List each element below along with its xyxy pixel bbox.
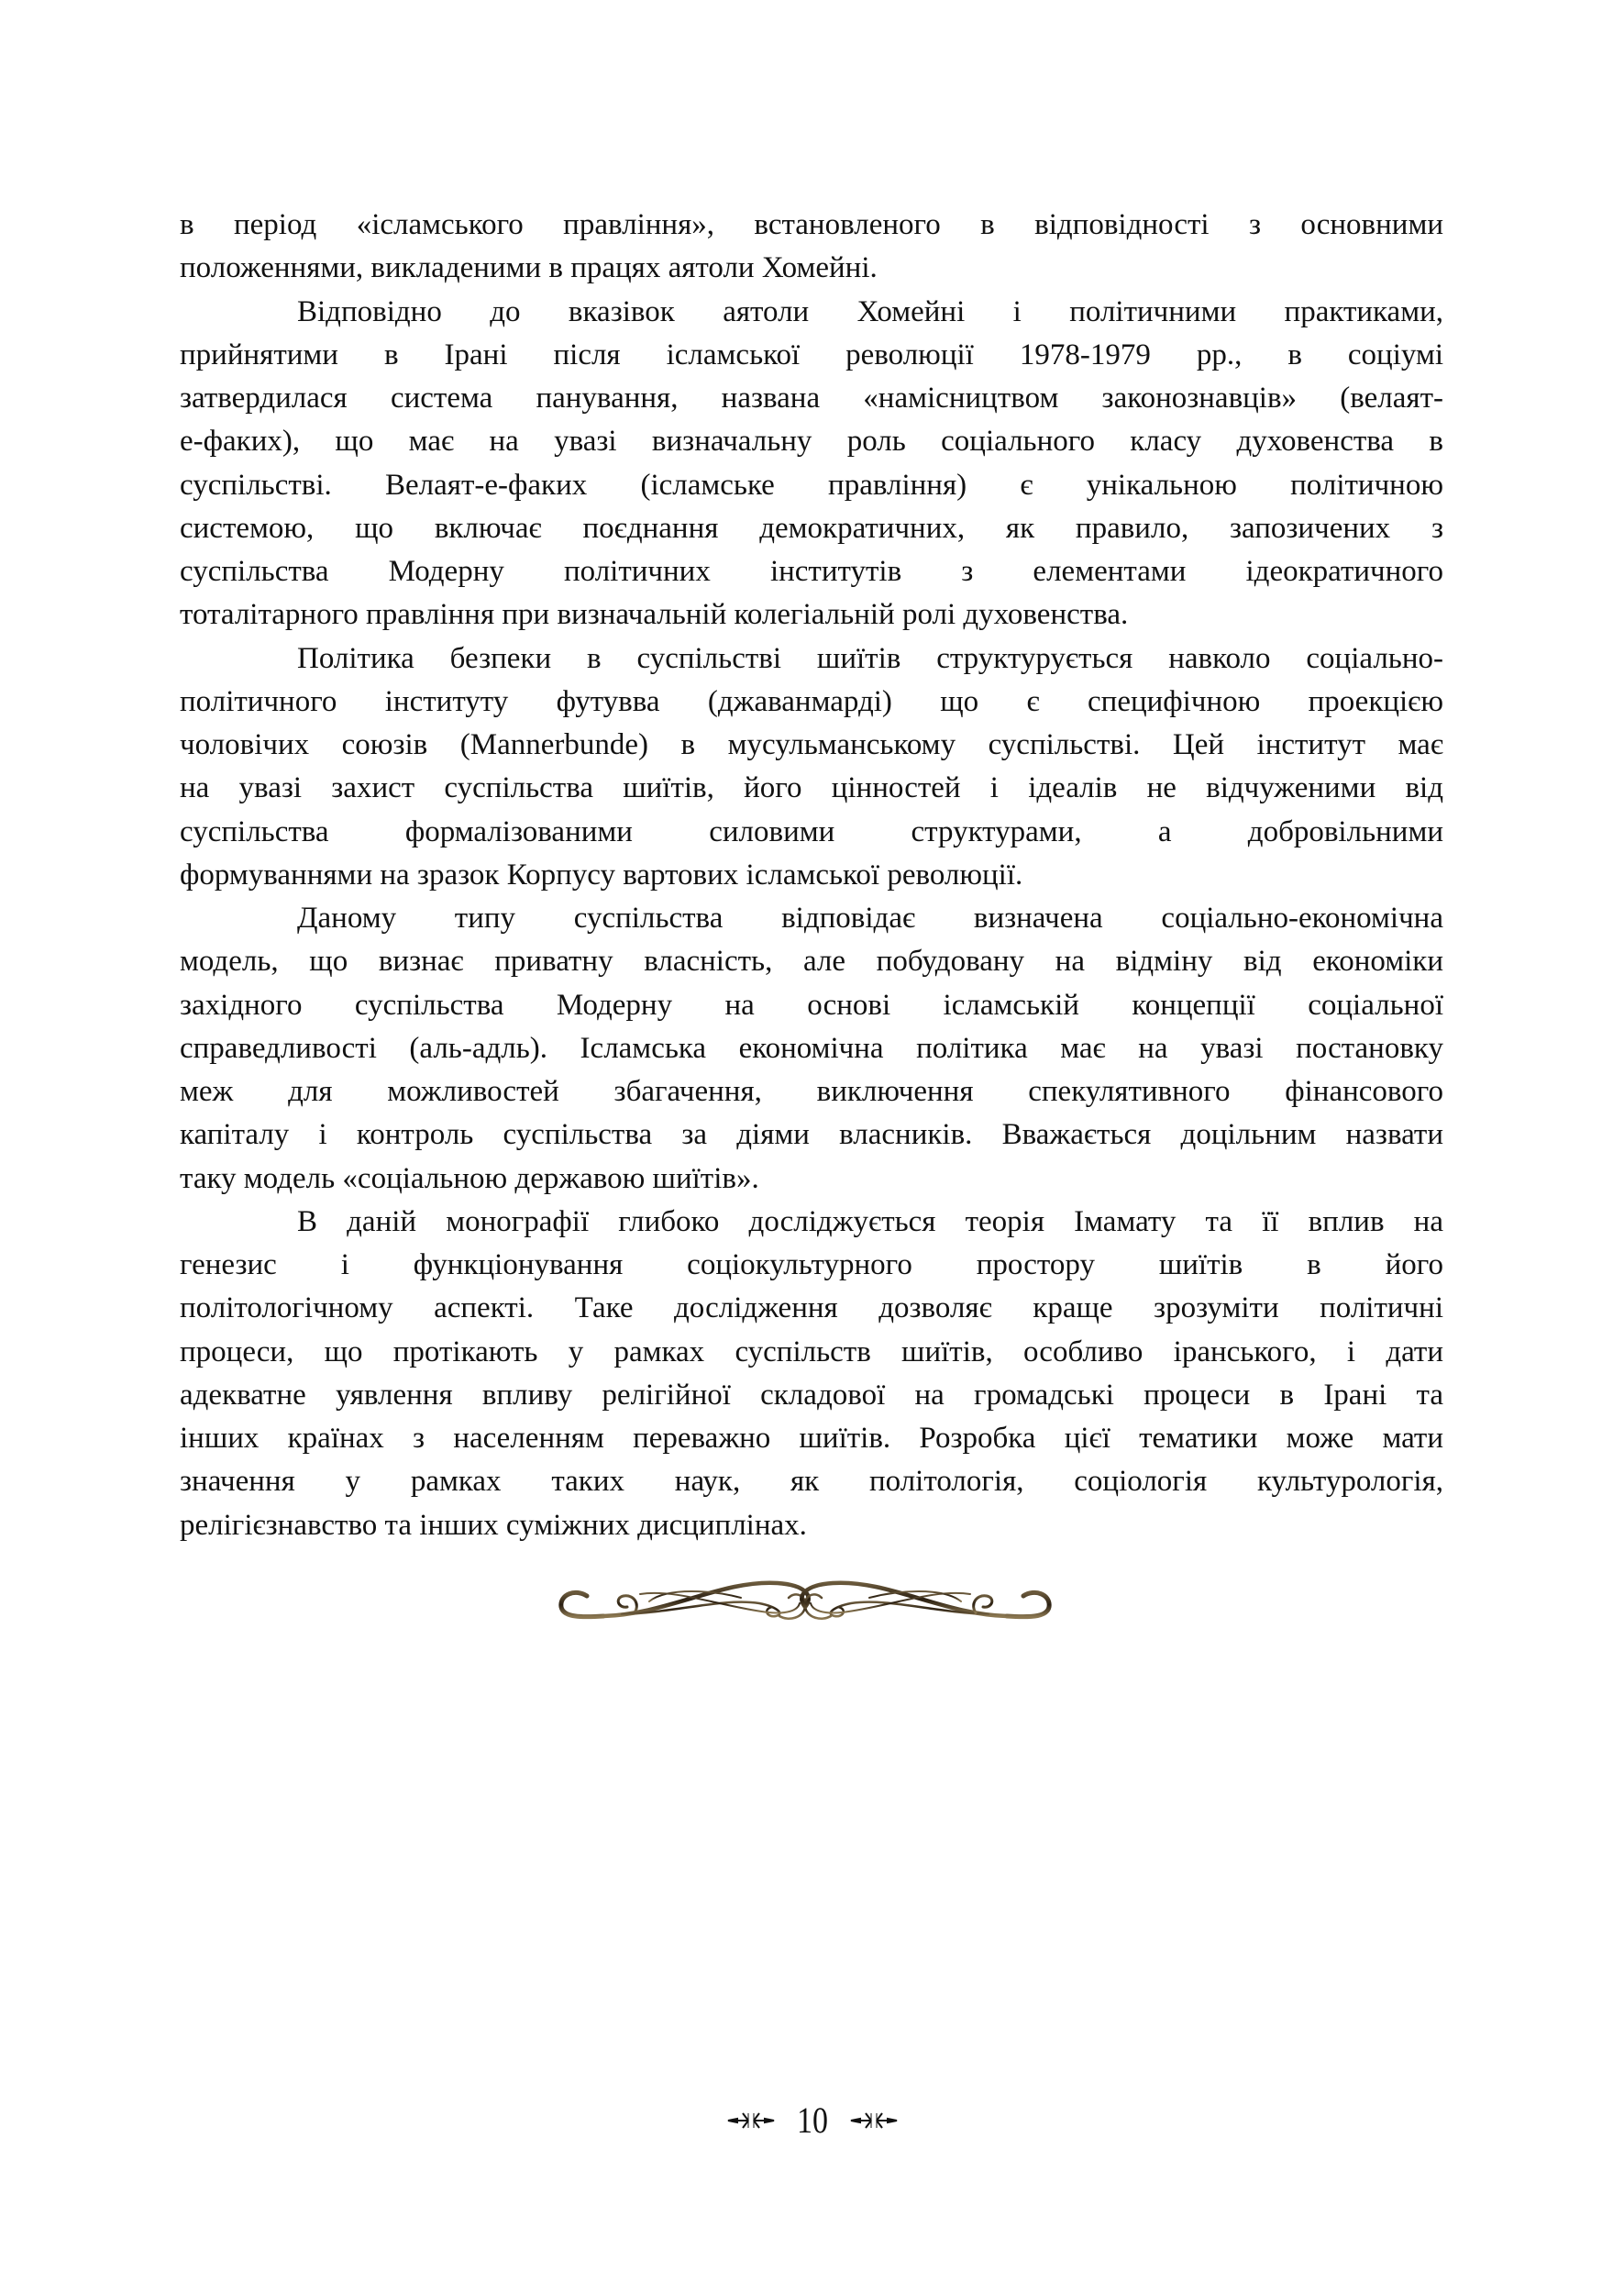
- text-line: затвердилася система панування, названа «намісництвом законознавців» (велаят-: [180, 382, 1443, 415]
- text-line: генезис і функціонування соціокультурного простору шиїтів в його: [180, 1248, 1443, 1281]
- text-line: політичного інституту футувва (джаванмарді) що є специфічною проекцією: [180, 684, 1443, 718]
- paragraph: [180, 637, 1443, 898]
- page-number: 10: [796, 2099, 828, 2141]
- text-line: модель, що визнає приватну власність, але побудовану на відміну від економіки: [180, 945, 1443, 979]
- text-line: інших країнах з населенням переважно шиїтів. Розробка цієї тематики може мати: [180, 1422, 1443, 1455]
- paragraph: [180, 204, 1443, 291]
- text-line: е-факих), що має на увазі визначальну роль соціального класу духовенства в: [180, 425, 1443, 459]
- flourish-divider-icon: [539, 1570, 1071, 1636]
- text-line: Даному типу суспільства відповідає визначена соціально-економічна: [297, 902, 1443, 935]
- text-line: на увазі захист суспільства шиїтів, його цінностей і ідеалів не відчуженими від: [180, 771, 1443, 805]
- text-line: В даній монографії глибоко досліджується теорія Імамату та її вплив на: [297, 1204, 1443, 1238]
- text-line: Відповідно до вказівок аятоли Хомейні і політичними практиками,: [297, 294, 1443, 328]
- text-line: західного суспільства Модерну на основі ісламській концепції соціальної: [180, 988, 1443, 1022]
- body-text: [180, 204, 1443, 1547]
- text-line: суспільства формалізованими силовими структурами, а добровільними: [180, 814, 1443, 848]
- text-line: суспільства Модерну політичних інститутів з елементами ідеократичного: [180, 555, 1443, 588]
- text-line: чоловічих союзів (Mannerbunde) в мусульманському суспільстві. Цей інститут має: [180, 728, 1443, 761]
- star-ornament-icon: [849, 2110, 899, 2131]
- text-line: Політика безпеки в суспільстві шиїтів структурується навколо соціально-: [297, 641, 1443, 675]
- text-line: справедливості (аль-адль). Ісламська економічна політика має на увазі постановку: [180, 1031, 1443, 1065]
- paragraph: [180, 291, 1443, 637]
- text-line: таку модель «соціальною державою шиїтів».: [180, 1161, 759, 1195]
- text-line: системою, що включає поєднання демократичних, як правило, запозичених з: [180, 511, 1443, 545]
- paragraph: [180, 1201, 1443, 1547]
- text-line: значення у рамках таких наук, як політологія, соціологія культурологія,: [180, 1465, 1443, 1499]
- text-line: формуваннями на зразок Корпусу вартових ісламської революції.: [180, 858, 1023, 892]
- text-line: в період «ісламського правління», встановленого в відповідності з основними: [180, 208, 1443, 241]
- text-line: релігієзнавство та інших суміжних дисциплінах.: [180, 1508, 807, 1542]
- text-line: тоталітарного правління при визначальній колегіальній ролі духовенства.: [180, 598, 1129, 632]
- text-line: адекватне уявлення впливу релігійної складової на громадські процеси в Ірані та: [180, 1378, 1443, 1412]
- paragraph: [180, 897, 1443, 1201]
- text-line: прийнятими в Ірані після ісламської революції 1978-1979 рр., в соціумі: [180, 338, 1443, 371]
- text-line: меж для можливостей збагачення, виключення спекулятивного фінансового: [180, 1075, 1443, 1108]
- text-line: положеннями, викладеними в працях аятоли Хомейні.: [180, 251, 878, 285]
- text-line: процеси, що протікають у рамках суспільств шиїтів, особливо іранського, і дати: [180, 1335, 1443, 1368]
- text-line: суспільстві. Велаят-е-факих (ісламське правління) є унікальною політичною: [180, 468, 1443, 502]
- star-ornament-icon: [726, 2110, 776, 2131]
- text-line: капіталу і контроль суспільства за діями власників. Вважається доцільним назвати: [180, 1118, 1443, 1152]
- text-line: політологічному аспекті. Таке дослідження дозволяє краще зрозуміти політичні: [180, 1291, 1443, 1325]
- page-footer: [0, 2099, 1624, 2142]
